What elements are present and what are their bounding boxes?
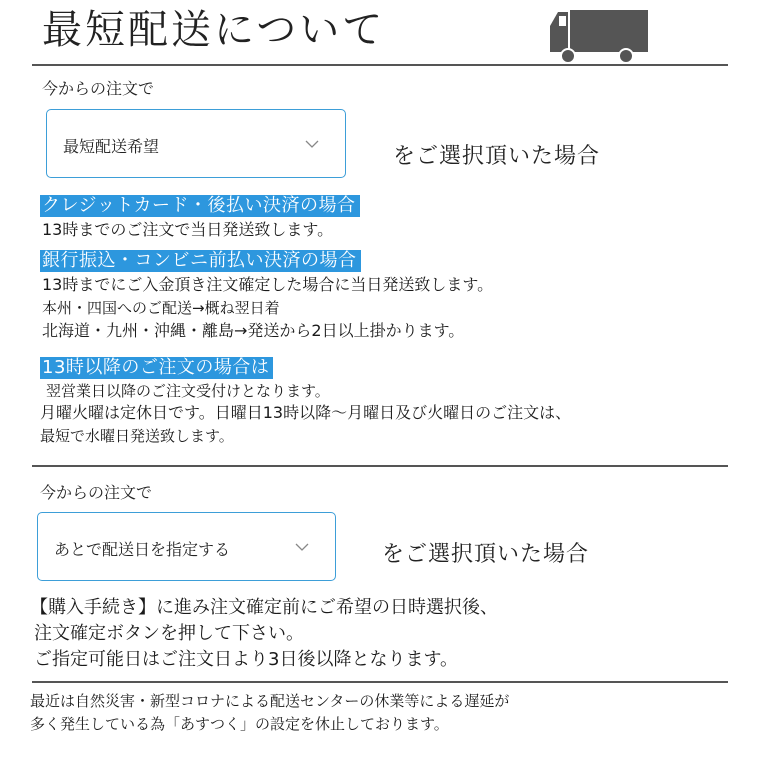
divider [32,465,728,467]
notice-line: 最近は自然災害・新型コロナによる配送センターの休業等による遅延が [30,692,510,710]
divider [32,681,728,683]
chevron-down-icon [305,140,319,149]
after-13-heading: 13時以降のご注文の場合は [40,357,273,379]
instruction-line: ご指定可能日はご注文日より3日後以降となります。 [34,649,459,670]
after-13-text: 翌営業日以降のご注文受付けとなります。 [46,382,330,400]
card-payment-heading: クレジットカード・後払い決済の場合 [40,195,360,217]
chevron-down-icon [295,543,309,552]
holiday-text-continued: 最短で水曜日発送致します。 [40,427,234,445]
divider [32,64,728,66]
holiday-text: 月曜火曜は定休日です。日曜日13時以降～月曜日及び火曜日のご注文は、 [40,403,572,422]
select-value: 最短配送希望 [63,137,160,156]
select-value: あとで配送日を指定する [54,540,231,559]
instruction-line: 注文確定ボタンを押して下さい。 [34,623,304,644]
bank-payment-heading: 銀行振込・コンビニ前払い決済の場合 [40,250,361,272]
bank-payment-text: 13時までにご入金頂き注文確定した場合に当日発送致します。 [42,275,494,294]
shipping-option-select-fastest[interactable] [46,109,346,178]
truck-icon [548,6,652,66]
hokkaido-delivery-text: 北海道・九州・沖縄・離島→発送から2日以上掛かります。 [42,321,465,340]
selection-caption: をご選択頂いた場合 [382,542,590,567]
shipping-option-select-later[interactable] [37,512,336,581]
honshu-delivery-text: 本州・四国へのご配送→概ね翌日着 [42,299,280,317]
notice-line: 多く発生している為「あすつく」の設定を休止しております。 [30,715,449,733]
lead-text: 今からの注文で [40,483,153,502]
lead-text: 今からの注文で [42,79,155,98]
instruction-line: 【購入手続き】に進み注文確定前にご希望の日時選択後、 [30,597,498,618]
card-payment-text: 13時までのご注文で当日発送致します。 [42,220,334,239]
page-title: 最短配送について [42,7,386,53]
selection-caption: をご選択頂いた場合 [393,144,601,169]
